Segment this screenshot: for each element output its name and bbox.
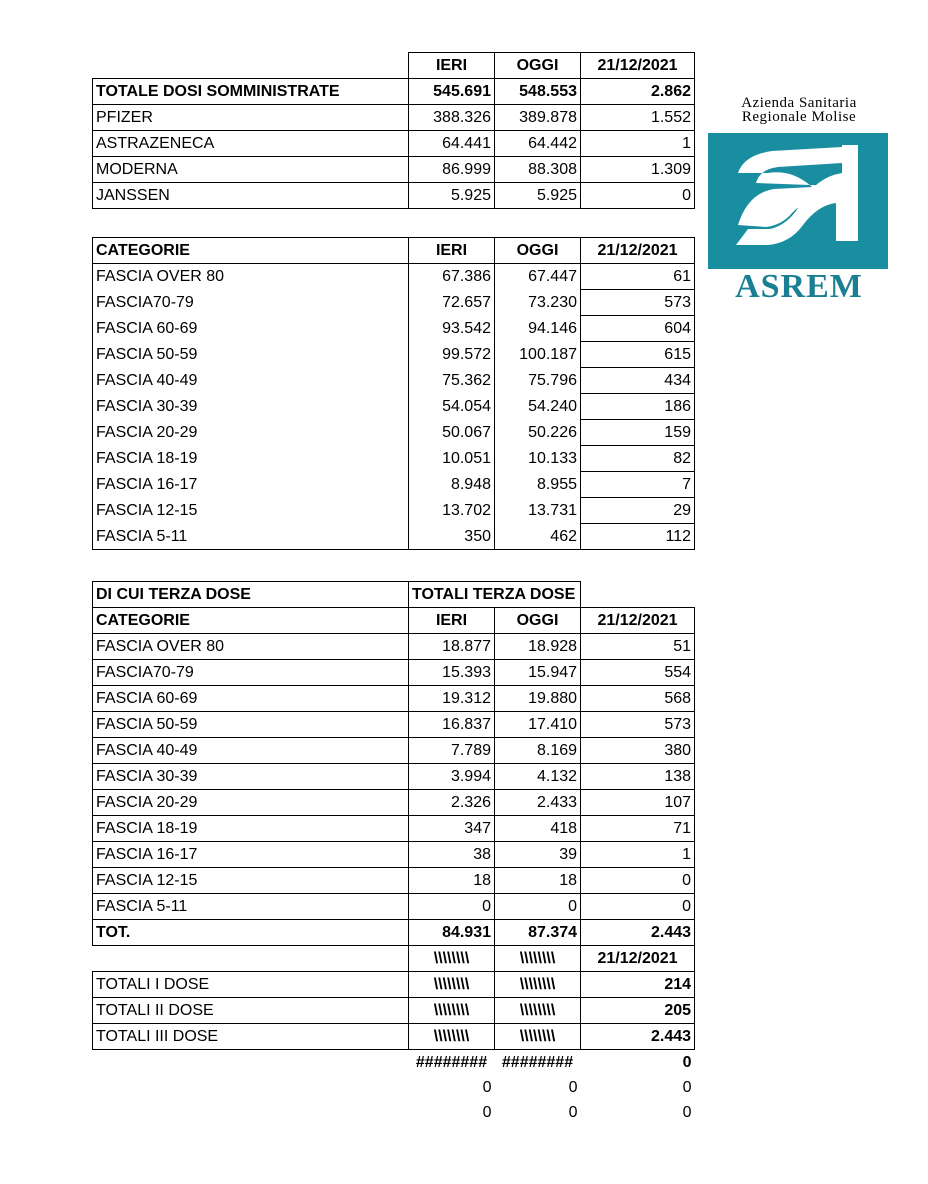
header-date: 21/12/2021 <box>581 53 695 79</box>
dose-total-row <box>93 1024 695 1050</box>
cell-ieri: 93.542 <box>409 316 495 342</box>
cell-oggi: 389.878 <box>495 105 581 131</box>
cell-ieri: 75.362 <box>409 368 495 394</box>
table-row <box>93 686 695 712</box>
dose-label: TOTALI III DOSE <box>93 1024 409 1050</box>
cell-oggi: 8.169 <box>495 738 581 764</box>
cell-ieri: 50.067 <box>409 420 495 446</box>
table-row <box>93 790 695 816</box>
cell-date: 1.309 <box>581 157 695 183</box>
extra-cell: 0 <box>482 1079 492 1096</box>
table-row <box>93 764 695 790</box>
cell-date: 0 <box>581 894 695 920</box>
category-label: FASCIA 5-11 <box>93 524 409 550</box>
cell-ieri: 99.572 <box>409 342 495 368</box>
cell-date: 434 <box>581 368 695 394</box>
header-categorie: CATEGORIE <box>93 238 409 264</box>
cell-date: 51 <box>581 634 695 660</box>
cell-ieri: 8.948 <box>409 472 495 498</box>
cell-oggi: 19.880 <box>495 686 581 712</box>
extra-cell: 0 <box>682 1104 692 1121</box>
cell-oggi: 10.133 <box>495 446 581 472</box>
cell-date: 7 <box>581 472 695 498</box>
cell-oggi: 73.230 <box>495 290 581 316</box>
table-row <box>93 446 695 472</box>
extra-cell: ######## <box>415 1054 488 1071</box>
header-row <box>93 608 695 634</box>
cell-oggi: 88.308 <box>495 157 581 183</box>
cell-date: 573 <box>581 290 695 316</box>
vaccine-name: MODERNA <box>93 157 409 183</box>
cell-ieri: 0 <box>409 894 495 920</box>
empty-cell <box>93 1075 409 1100</box>
header-row <box>93 53 695 79</box>
cell-ieri: 5.925 <box>409 183 495 209</box>
cell-oggi: 0 <box>495 894 581 920</box>
empty-cell <box>581 582 695 608</box>
third-dose-title-row <box>93 582 695 608</box>
cell-oggi: 8.955 <box>495 472 581 498</box>
empty-cell <box>93 1100 409 1125</box>
slash-cell: \\\\\\\\ <box>495 946 581 972</box>
brand-name: ASREM <box>735 268 863 305</box>
cell-ieri: 18 <box>409 868 495 894</box>
table-row <box>93 420 695 446</box>
vaccine-name: ASTRAZENECA <box>93 131 409 157</box>
cell-date: 186 <box>581 394 695 420</box>
slash-cell: \\\\\\\\ <box>495 972 581 998</box>
table-row <box>93 264 695 290</box>
dose-total-row <box>93 972 695 998</box>
table-row <box>93 712 695 738</box>
table-row <box>93 842 695 868</box>
total-label: TOT. <box>93 920 409 946</box>
cell-oggi: 18 <box>495 868 581 894</box>
total-date: 2.443 <box>581 920 695 946</box>
third-dose-table <box>92 581 695 1125</box>
dose-value: 2.443 <box>581 1024 695 1050</box>
cell-oggi: 2.433 <box>495 790 581 816</box>
table-row <box>93 157 695 183</box>
category-label: FASCIA 16-17 <box>93 842 409 868</box>
cell-date: 1.552 <box>581 105 695 131</box>
vaccine-name: PFIZER <box>93 105 409 131</box>
cell-oggi: 100.187 <box>495 342 581 368</box>
extra-cell: 0 <box>568 1104 578 1121</box>
cell-ieri: 3.994 <box>409 764 495 790</box>
total-doses-oggi: 548.553 <box>495 79 581 105</box>
category-label: FASCIA 50-59 <box>93 342 409 368</box>
categories-table <box>92 237 695 550</box>
cell-ieri: 10.051 <box>409 446 495 472</box>
cell-ieri: 86.999 <box>409 157 495 183</box>
cell-ieri: 347 <box>409 816 495 842</box>
extra-row <box>93 1100 695 1125</box>
vaccine-name: JANSSEN <box>93 183 409 209</box>
cell-date: 82 <box>581 446 695 472</box>
cell-oggi: 418 <box>495 816 581 842</box>
cell-oggi: 75.796 <box>495 368 581 394</box>
cell-ieri: 16.837 <box>409 712 495 738</box>
header-row <box>93 238 695 264</box>
category-label: FASCIA 18-19 <box>93 446 409 472</box>
header-oggi: OGGI <box>495 53 581 79</box>
header-date: 21/12/2021 <box>581 946 695 972</box>
extra-row <box>93 1075 695 1100</box>
category-label: FASCIA 20-29 <box>93 790 409 816</box>
table-row <box>93 105 695 131</box>
table-row <box>93 634 695 660</box>
cell-oggi: 18.928 <box>495 634 581 660</box>
org-name-line2: Regionale Molise <box>741 109 857 125</box>
cell-oggi: 17.410 <box>495 712 581 738</box>
category-label: FASCIA OVER 80 <box>93 264 409 290</box>
cell-date: 554 <box>581 660 695 686</box>
vaccine-doses-table <box>92 52 695 209</box>
cell-date: 0 <box>581 183 695 209</box>
org-name <box>707 96 891 124</box>
table-row <box>93 894 695 920</box>
cell-oggi: 64.442 <box>495 131 581 157</box>
dose-header-row <box>93 946 695 972</box>
category-label: FASCIA 60-69 <box>93 686 409 712</box>
extra-cell: 0 <box>568 1079 578 1096</box>
header-ieri: IERI <box>409 238 495 264</box>
cell-date: 380 <box>581 738 695 764</box>
slash-cell: \\\\\\\\ <box>409 972 495 998</box>
table-row <box>93 498 695 524</box>
table-row <box>93 394 695 420</box>
total-oggi: 87.374 <box>495 920 581 946</box>
category-label: FASCIA 30-39 <box>93 394 409 420</box>
cell-date: 107 <box>581 790 695 816</box>
cell-ieri: 388.326 <box>409 105 495 131</box>
total-doses-date: 2.862 <box>581 79 695 105</box>
extra-cell: ######## <box>501 1054 574 1071</box>
cell-oggi: 67.447 <box>495 264 581 290</box>
cell-ieri: 350 <box>409 524 495 550</box>
cell-date: 568 <box>581 686 695 712</box>
header-oggi: OGGI <box>495 238 581 264</box>
table-row <box>93 472 695 498</box>
cell-ieri: 18.877 <box>409 634 495 660</box>
total-doses-row <box>93 79 695 105</box>
cell-date: 112 <box>581 524 695 550</box>
category-label: FASCIA 40-49 <box>93 368 409 394</box>
dose-label: TOTALI I DOSE <box>93 972 409 998</box>
category-label: FASCIA OVER 80 <box>93 634 409 660</box>
third-dose-totals-title: TOTALI TERZA DOSE <box>409 582 581 608</box>
cell-oggi: 94.146 <box>495 316 581 342</box>
emblem-graphic <box>708 133 888 269</box>
category-label: FASCIA 50-59 <box>93 712 409 738</box>
table-row <box>93 342 695 368</box>
cell-date: 71 <box>581 816 695 842</box>
category-label: FASCIA 18-19 <box>93 816 409 842</box>
cell-oggi: 462 <box>495 524 581 550</box>
third-dose-total-row <box>93 920 695 946</box>
cell-ieri: 38 <box>409 842 495 868</box>
header-ieri: IERI <box>409 53 495 79</box>
header-categorie: CATEGORIE <box>93 608 409 634</box>
empty-cell <box>93 946 409 972</box>
slash-cell: \\\\\\\\ <box>495 998 581 1024</box>
empty-cell <box>93 1050 409 1076</box>
cell-ieri: 67.386 <box>409 264 495 290</box>
cell-ieri: 7.789 <box>409 738 495 764</box>
cell-date: 159 <box>581 420 695 446</box>
cell-ieri: 72.657 <box>409 290 495 316</box>
table-row <box>93 660 695 686</box>
cell-oggi: 54.240 <box>495 394 581 420</box>
cell-oggi: 5.925 <box>495 183 581 209</box>
total-ieri: 84.931 <box>409 920 495 946</box>
cell-oggi: 39 <box>495 842 581 868</box>
header-oggi: OGGI <box>495 608 581 634</box>
dose-total-row <box>93 998 695 1024</box>
header-blank <box>93 53 409 79</box>
category-label: FASCIA 12-15 <box>93 498 409 524</box>
extra-cell: 0 <box>682 1079 692 1096</box>
table-row <box>93 868 695 894</box>
total-doses-ieri: 545.691 <box>409 79 495 105</box>
cell-date: 1 <box>581 842 695 868</box>
header-date: 21/12/2021 <box>581 608 695 634</box>
table-row <box>93 738 695 764</box>
slash-cell: \\\\\\\\ <box>409 946 495 972</box>
cell-oggi: 4.132 <box>495 764 581 790</box>
cell-oggi: 50.226 <box>495 420 581 446</box>
cell-date: 1 <box>581 131 695 157</box>
dose-value: 205 <box>581 998 695 1024</box>
cell-date: 615 <box>581 342 695 368</box>
cell-ieri: 19.312 <box>409 686 495 712</box>
table-row <box>93 368 695 394</box>
cell-ieri: 2.326 <box>409 790 495 816</box>
slash-cell: \\\\\\\\ <box>495 1024 581 1050</box>
header-ieri: IERI <box>409 608 495 634</box>
table-row <box>93 524 695 550</box>
cell-date: 604 <box>581 316 695 342</box>
category-label: FASCIA70-79 <box>93 290 409 316</box>
category-label: FASCIA 5-11 <box>93 894 409 920</box>
dose-value: 214 <box>581 972 695 998</box>
cell-date: 138 <box>581 764 695 790</box>
third-dose-title: DI CUI TERZA DOSE <box>93 582 409 608</box>
cell-date: 61 <box>581 264 695 290</box>
category-label: FASCIA 60-69 <box>93 316 409 342</box>
slash-cell: \\\\\\\\ <box>409 1024 495 1050</box>
category-label: FASCIA 12-15 <box>93 868 409 894</box>
cell-ieri: 54.054 <box>409 394 495 420</box>
asrem-logo <box>707 95 891 305</box>
table-row <box>93 131 695 157</box>
table-row <box>93 316 695 342</box>
cell-oggi: 15.947 <box>495 660 581 686</box>
org-name-line1: Azienda Sanitaria <box>741 95 857 111</box>
category-label: FASCIA 16-17 <box>93 472 409 498</box>
table-row <box>93 816 695 842</box>
table-row <box>93 183 695 209</box>
total-doses-label: TOTALE DOSI SOMMINISTRATE <box>93 79 409 105</box>
cell-ieri: 64.441 <box>409 131 495 157</box>
cell-ieri: 13.702 <box>409 498 495 524</box>
cell-date: 29 <box>581 498 695 524</box>
extra-cell: 0 <box>682 1054 692 1071</box>
asrem-emblem-icon <box>708 133 888 269</box>
table-row <box>93 290 695 316</box>
slash-cell: \\\\\\\\ <box>409 998 495 1024</box>
extra-row <box>93 1050 695 1076</box>
dose-label: TOTALI II DOSE <box>93 998 409 1024</box>
category-label: FASCIA 20-29 <box>93 420 409 446</box>
category-label: FASCIA 40-49 <box>93 738 409 764</box>
cell-date: 573 <box>581 712 695 738</box>
header-date: 21/12/2021 <box>581 238 695 264</box>
cell-ieri: 15.393 <box>409 660 495 686</box>
extra-cell: 0 <box>482 1104 492 1121</box>
category-label: FASCIA70-79 <box>93 660 409 686</box>
cell-date: 0 <box>581 868 695 894</box>
cell-oggi: 13.731 <box>495 498 581 524</box>
category-label: FASCIA 30-39 <box>93 764 409 790</box>
